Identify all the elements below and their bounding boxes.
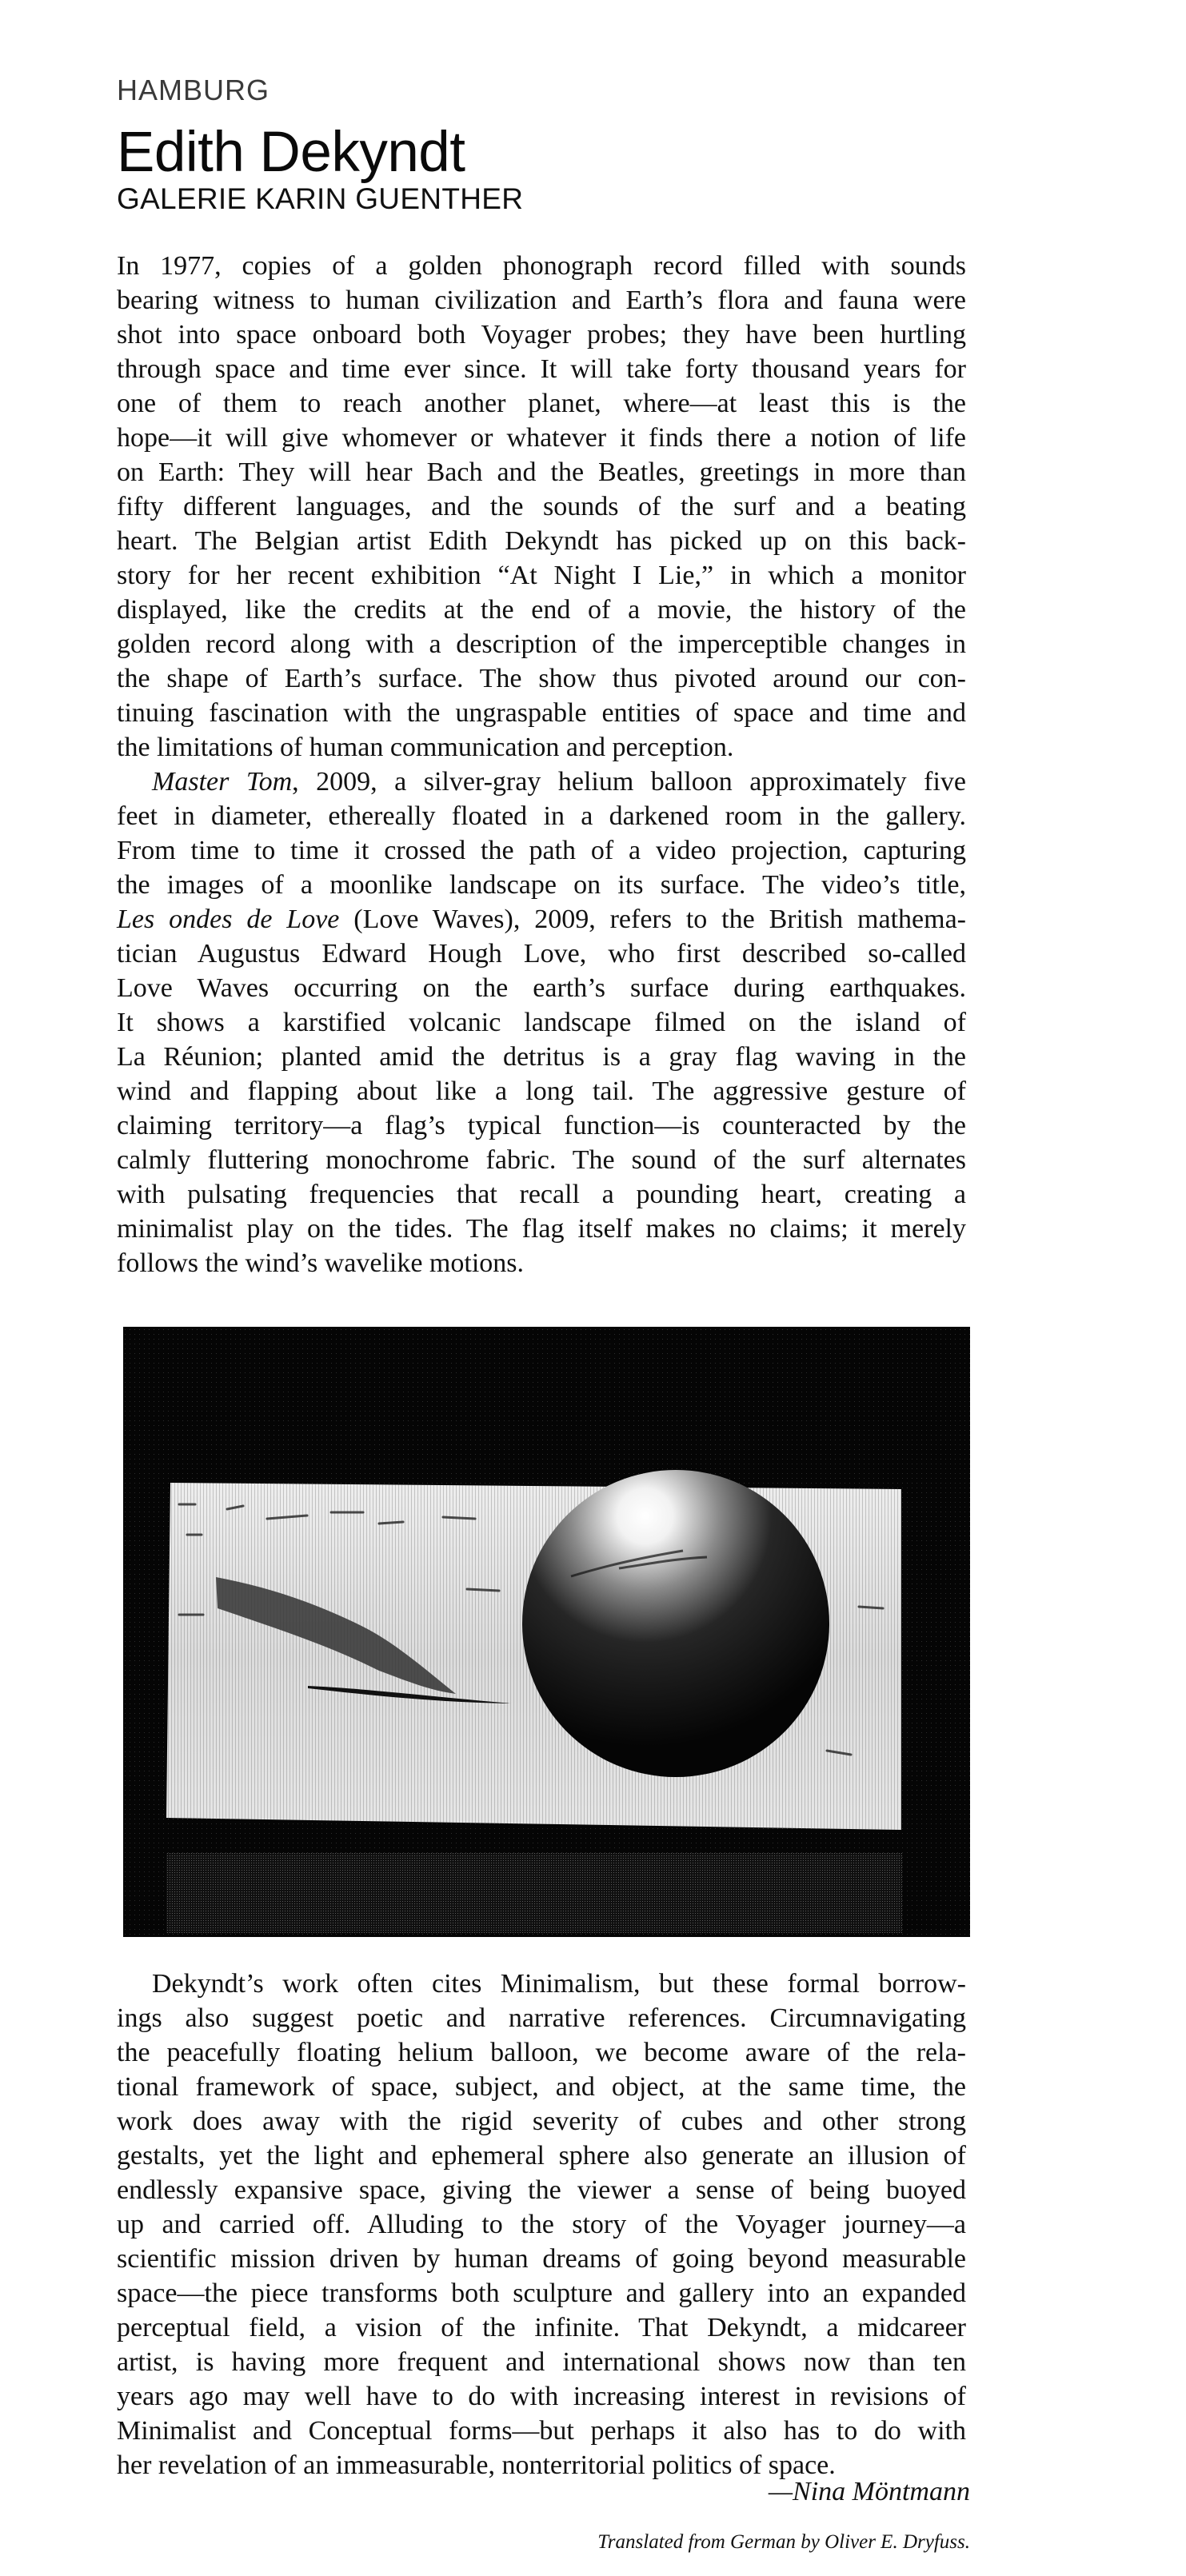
artwork-photo (123, 1327, 970, 1937)
text-line: bearing witness to human civilization and Earth’s flora and fauna were (117, 286, 966, 315)
text-run: , 2009, a silver-gray helium balloon approximately five (292, 767, 966, 797)
text-line: gestalts, yet the light and ephemeral sphere also generate an illusion of (117, 2141, 966, 2171)
text-line: her revelation of an immeasurable, nonterritorial politics of space. (117, 2450, 836, 2480)
text-run: (Love Waves), 2009, refers to the British mathema- (339, 905, 966, 934)
text-line: La Réunion; planted amid the detritus is a gray flag waving in the (117, 1042, 966, 1072)
text-line: the images of a moonlike landscape on its surface. The video’s title, (117, 870, 966, 900)
text-line: years ago may well have to do with increasing interest in revisions of (117, 2382, 966, 2411)
artwork-title-master-tom: Master Tom (152, 767, 293, 797)
text-line: displayed, like the credits at the end of a movie, the history of the (117, 595, 966, 625)
text-line: with pulsating frequencies that recall a pounding heart, creating a (117, 1180, 966, 1209)
text-line: In 1977, copies of a golden phonograph record filled with sounds (117, 251, 966, 281)
author-byline: —Nina Möntmann (768, 2477, 970, 2506)
gallery-name: GALERIE KARIN GUENTHER (117, 182, 524, 215)
text-line: Dekyndt’s work often cites Minimalism, but these formal borrow- (152, 1969, 966, 1999)
text-line: Minimalist and Conceptual forms—but perhaps it also has to do with (117, 2416, 966, 2446)
text-line: fifty different languages, and the sounds of the surf and a beating (117, 492, 966, 521)
artist-name-title: Edith Dekyndt (117, 121, 465, 184)
text-line: story for her recent exhibition “At Night I Lie,” in which a monitor (117, 561, 966, 590)
text-line: feet in diameter, ethereally floated in a darkened room in the gallery. (117, 801, 966, 831)
text-line: the shape of Earth’s surface. The show thus pivoted around our con- (117, 664, 966, 693)
text-line: the limitations of human communication and perception. (117, 733, 734, 762)
text-line: work does away with the rigid severity of cubes and other strong (117, 2107, 966, 2136)
text-line: ings also suggest poetic and narrative references. Circumnavigating (117, 2003, 966, 2033)
text-line: From time to time it crossed the path of a video projection, capturing (117, 836, 966, 865)
text-line: It shows a karstified volcanic landscape filmed on the island of (117, 1008, 966, 1037)
text-line: through space and time ever since. It will take forty thousand years for (117, 354, 966, 384)
text-line: heart. The Belgian artist Edith Dekyndt has picked up on this back- (117, 526, 966, 556)
text-line: on Earth: They will hear Bach and the Beatles, greetings in more than (117, 457, 966, 487)
city-label: HAMBURG (117, 74, 270, 106)
helium-balloon (522, 1470, 829, 1777)
text-line: artist, is having more frequent and international shows now than ten (117, 2347, 966, 2377)
text-line: follows the wind’s wavelike motions. (117, 1248, 525, 1278)
text-line (117, 765, 966, 799)
paragraph-1 (117, 249, 966, 765)
text-line: wind and flapping about like a long tail. The aggressive gesture of (117, 1076, 966, 1106)
text-line: claiming territory—a flag’s typical function—is counteracted by the (117, 1111, 966, 1140)
text-line: tician Augustus Edward Hough Love, who first described so-called (117, 939, 966, 968)
text-line: endlessly expansive space, giving the viewer a sense of being buoyed (117, 2175, 966, 2205)
gallery-floor (166, 1853, 902, 1933)
text-line: Love Waves occurring on the earth’s surface during earthquakes. (117, 973, 966, 1003)
artwork-title-les-ondes-de-love: Les ondes de Love (117, 905, 340, 934)
text-line (117, 902, 966, 937)
text-line: the peacefully floating helium balloon, we become aware of the rela- (117, 2038, 966, 2067)
translation-credit: Translated from German by Oliver E. Dryfuss. (597, 2531, 970, 2553)
text-line: tional framework of space, subject, and object, at the same time, the (117, 2072, 966, 2102)
text-line: minimalist play on the tides. The flag itself makes no claims; it merely (117, 1214, 966, 1244)
text-line: shot into space onboard both Voyager probes; they have been hurtling (117, 320, 966, 349)
text-line: up and carried off. Alluding to the story of the Voyager journey—a (117, 2210, 966, 2239)
text-line: scientific mission driven by human dreams of going beyond measurable (117, 2244, 966, 2274)
text-line: perceptual field, a vision of the infinite. That Dekyndt, a midcareer (117, 2313, 966, 2342)
paragraph-3 (117, 1967, 966, 2482)
text-line: hope—it will give whomever or whatever it finds there a notion of life (117, 423, 966, 453)
text-line: golden record along with a description of the imperceptible changes in (117, 629, 966, 659)
text-line: one of them to reach another planet, where—at least this is the (117, 389, 966, 418)
text-line: tinuing fascination with the ungraspable entities of space and time and (117, 698, 966, 728)
paragraph-2 (117, 765, 966, 1280)
text-line: space—the piece transforms both sculpture and gallery into an expanded (117, 2278, 966, 2308)
text-line: calmly fluttering monochrome fabric. The sound of the surf alternates (117, 1145, 966, 1175)
